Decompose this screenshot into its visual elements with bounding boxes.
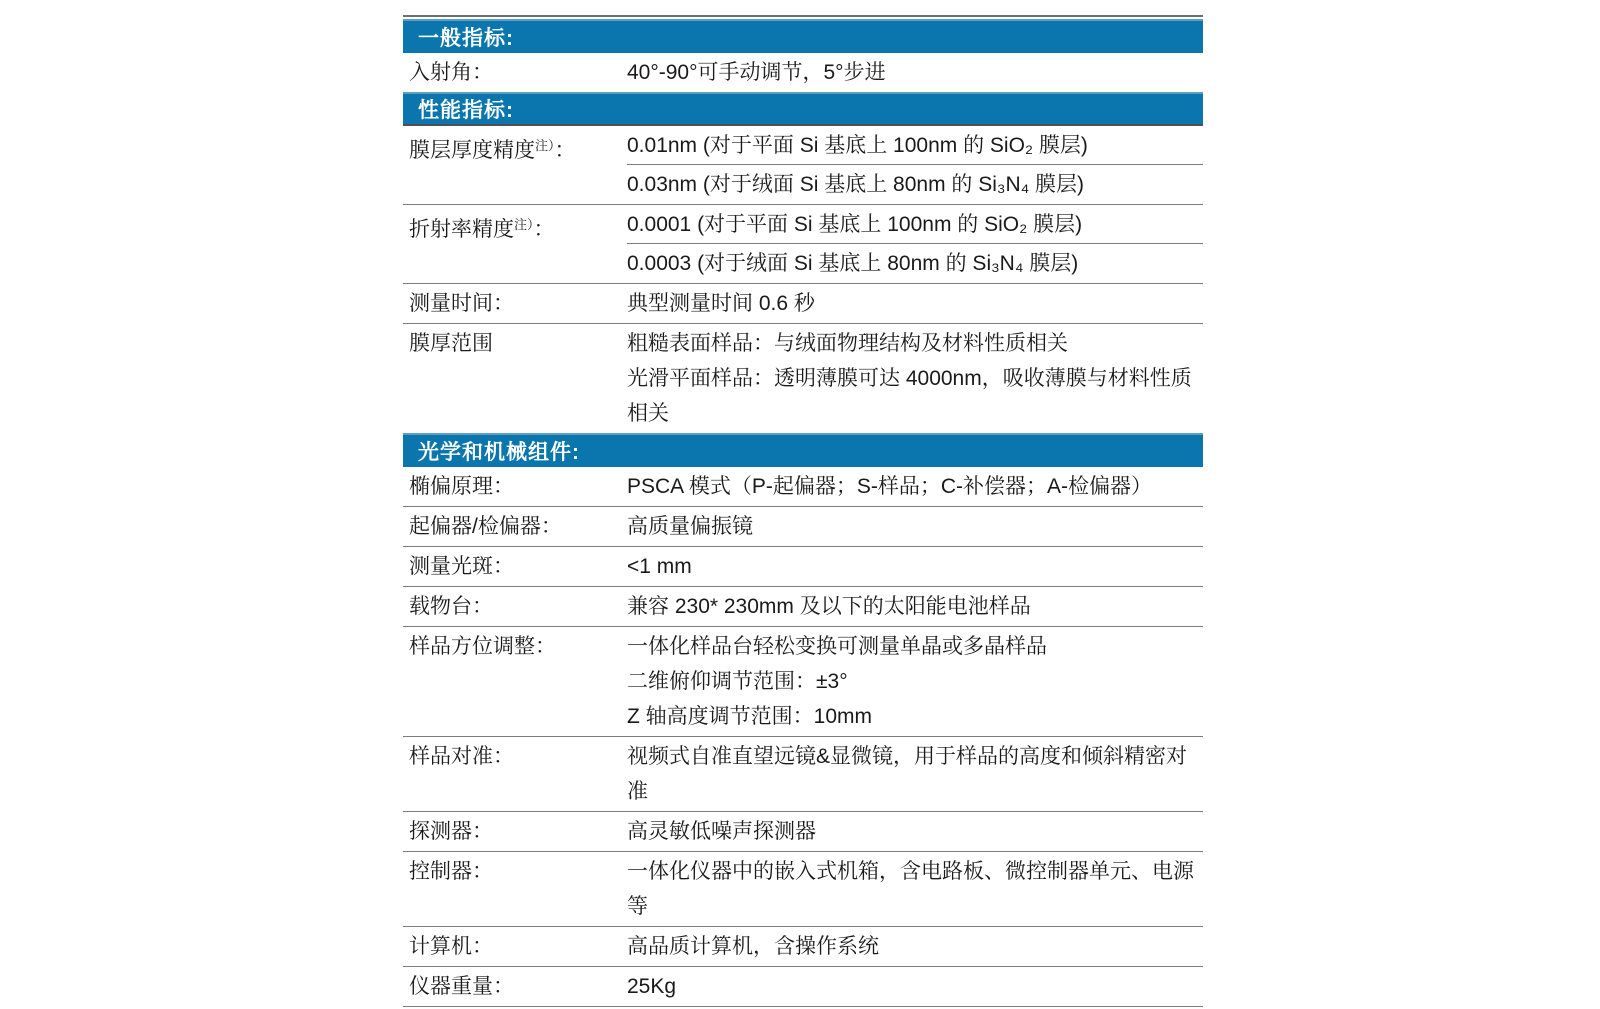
spec-value-line: 一体化仪器中的嵌入式机箱，含电路板、微控制器单元、电源等	[627, 860, 1194, 918]
spec-row	[403, 126, 1203, 205]
spec-label	[403, 969, 627, 1004]
spec-label-text: 样品对准	[409, 745, 493, 768]
section-title: 光学和机械组件:	[418, 441, 580, 464]
spec-value	[627, 814, 1203, 849]
spec-label-colon: ：	[472, 61, 493, 84]
spec-label-colon: ：	[472, 935, 493, 958]
spec-label	[403, 549, 627, 584]
section-rows	[403, 467, 1203, 1007]
spec-value-line: 0.0003 (对于绒面 Si 基底上 80nm 的 Si₃N₄ 膜层)	[627, 252, 1079, 275]
spec-row	[403, 205, 1203, 284]
spec-label-text: 测量光斑	[409, 555, 493, 578]
spec-value-line: 0.0001 (对于平面 Si 基底上 100nm 的 SiO₂ 膜层)	[627, 207, 1203, 244]
spec-value	[627, 549, 1203, 584]
spec-value-line: 高灵敏低噪声探测器	[627, 820, 816, 843]
spec-label	[403, 469, 627, 504]
section-header-bar	[403, 92, 1203, 126]
spec-label-colon: ：	[472, 820, 493, 843]
spec-row	[403, 967, 1203, 1007]
spec-label-text: 探测器	[409, 820, 472, 843]
spec-label-text: 椭偏原理	[409, 475, 493, 498]
spec-label	[403, 207, 627, 281]
spec-label-text: 控制器	[409, 860, 472, 883]
spec-label	[403, 509, 627, 544]
spec-label	[403, 629, 627, 734]
spec-value-line: 二维俯仰调节范围：±3°	[627, 670, 848, 693]
section-header-bar	[403, 433, 1203, 467]
spec-label-text: 载物台	[409, 595, 472, 618]
spec-value-line: 高品质计算机，含操作系统	[627, 935, 879, 958]
spec-row	[403, 627, 1203, 737]
spec-label-colon: ：	[533, 218, 555, 241]
spec-value	[627, 589, 1203, 624]
spec-label-note-sup: 注）	[514, 217, 534, 232]
spec-label-colon: ：	[493, 292, 514, 315]
spec-label-text: 起偏器/检偏器	[409, 515, 541, 538]
spec-row	[403, 852, 1203, 927]
spec-value	[627, 969, 1203, 1004]
spec-label-text: 折射率精度	[409, 218, 514, 241]
spec-label-text: 计算机	[409, 935, 472, 958]
spec-label	[403, 286, 627, 321]
spec-label-colon: ：	[493, 555, 514, 578]
spec-label	[403, 128, 627, 202]
spec-value-line: 高质量偏振镜	[627, 515, 753, 538]
spec-value-line: 粗糙表面样品：与绒面物理结构及材料性质相关	[627, 332, 1068, 355]
section-rows	[403, 126, 1203, 433]
spec-value	[627, 55, 1203, 90]
spec-label-colon: ：	[540, 515, 562, 538]
spec-row	[403, 927, 1203, 967]
spec-row	[403, 737, 1203, 812]
spec-label-colon: ：	[554, 139, 576, 162]
spec-label	[403, 854, 627, 924]
spec-label-colon: ：	[472, 595, 493, 618]
spec-label	[403, 55, 627, 90]
spec-value	[627, 286, 1203, 321]
spec-value-line: 兼容 230* 230mm 及以下的太阳能电池样品	[627, 595, 1031, 618]
section-rows	[403, 53, 1203, 92]
section-header-bar	[403, 19, 1203, 53]
spec-section	[403, 433, 1203, 1007]
spec-label-text: 膜厚范围	[409, 332, 493, 355]
spec-value-line: 典型测量时间 0.6 秒	[627, 292, 815, 315]
spec-value	[627, 739, 1203, 809]
spec-label-text: 仪器重量	[409, 975, 493, 998]
spec-value-line: 0.01nm (对于平面 Si 基底上 100nm 的 SiO₂ 膜层)	[627, 128, 1203, 165]
spec-label-text: 样品方位调整	[409, 635, 535, 658]
spec-value	[627, 929, 1203, 964]
spec-value-line: 视频式自准直望远镜&显微镜，用于样品的高度和倾斜精密对准	[627, 745, 1188, 803]
spec-row	[403, 467, 1203, 507]
spec-label-note-sup: 注）	[535, 138, 555, 153]
spec-label-colon: ：	[493, 475, 514, 498]
spec-row	[403, 547, 1203, 587]
spec-value	[627, 326, 1203, 431]
section-title: 一般指标:	[418, 27, 514, 50]
spec-value	[627, 469, 1203, 504]
spec-label	[403, 326, 627, 431]
spec-label	[403, 929, 627, 964]
spec-row	[403, 284, 1203, 324]
spec-label-colon: ：	[493, 745, 514, 768]
spec-section	[403, 92, 1203, 433]
spec-label-text: 入射角	[409, 61, 472, 84]
spec-row	[403, 812, 1203, 852]
spec-value-line: PSCA 模式（P-起偏器；S-样品；C-补偿器；A-检偏器）	[627, 475, 1153, 498]
spec-value-line: 25Kg	[627, 975, 677, 998]
spec-value-line: Z 轴高度调节范围：10mm	[627, 705, 873, 728]
spec-row	[403, 53, 1203, 92]
spec-label-colon: ：	[535, 635, 556, 658]
spec-label	[403, 589, 627, 624]
spec-value	[627, 854, 1203, 924]
section-title: 性能指标:	[418, 99, 514, 122]
spec-label-colon: ：	[472, 860, 493, 883]
spec-value-line: <1 mm	[627, 555, 692, 578]
spec-label-colon: ：	[493, 975, 514, 998]
spec-value-line: 40°-90°可手动调节，5°步进	[627, 61, 886, 84]
spec-value	[627, 509, 1203, 544]
spec-label	[403, 814, 627, 849]
spec-value-line: 一体化样品台轻松变换可测量单晶或多晶样品	[627, 635, 1047, 658]
spec-row	[403, 587, 1203, 627]
spec-table	[403, 15, 1203, 1007]
spec-value-line: 0.03nm (对于绒面 Si 基底上 80nm 的 Si₃N₄ 膜层)	[627, 173, 1085, 196]
spec-label	[403, 739, 627, 809]
spec-value	[627, 128, 1203, 202]
spec-label-text: 测量时间	[409, 292, 493, 315]
spec-row	[403, 507, 1203, 547]
spec-section	[403, 19, 1203, 92]
spec-value-line: 光滑平面样品：透明薄膜可达 4000nm，吸收薄膜与材料性质相关	[627, 367, 1192, 425]
spec-label-text: 膜层厚度精度	[409, 139, 535, 162]
spec-value	[627, 207, 1203, 281]
spec-value	[627, 629, 1203, 734]
spec-row	[403, 324, 1203, 433]
